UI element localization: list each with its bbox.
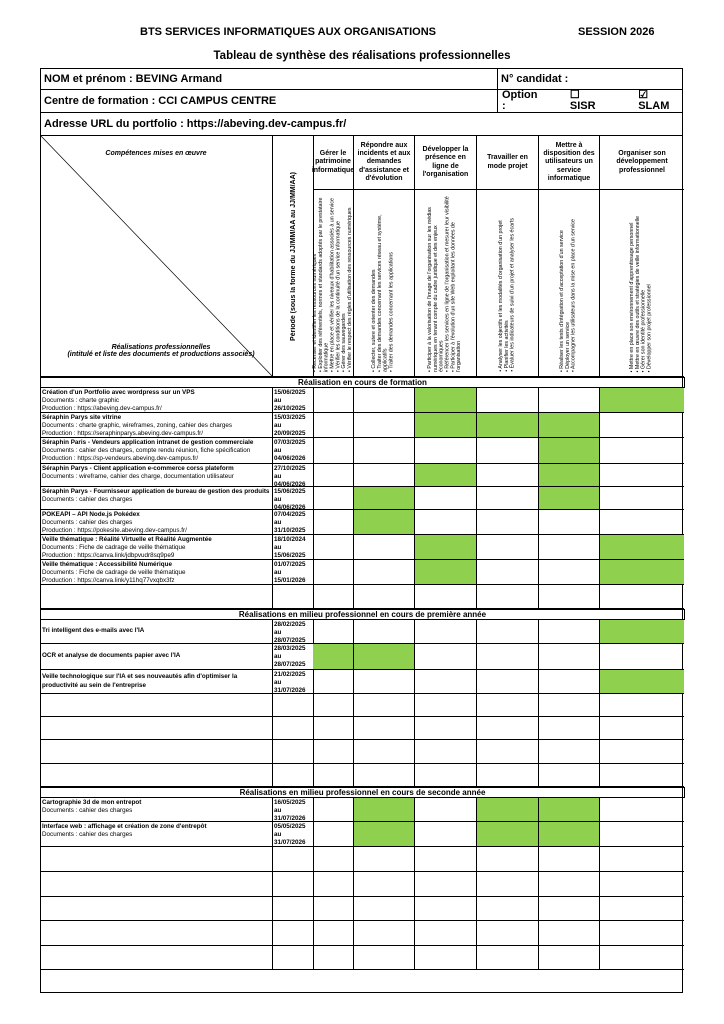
table-row-description	[41, 644, 273, 670]
documents-line: Documents : cahier des charges	[42, 496, 133, 504]
row-title: OCR et analyse de documents papier avec l'IA	[42, 652, 181, 660]
competence-title-1: Gérer le patrimoine informatique	[313, 136, 354, 190]
competence-check-cell[interactable]	[477, 822, 539, 847]
table-row-description	[41, 847, 273, 872]
competence-check-cell[interactable]	[539, 464, 600, 487]
table-row-description	[41, 535, 273, 560]
competence-check-cell[interactable]	[539, 487, 600, 510]
period-line: 28/07/2025	[274, 637, 306, 645]
period-line: 15/06/2025	[274, 389, 306, 396]
competence-check-cell[interactable]	[539, 897, 600, 921]
competence-check-cell[interactable]	[354, 798, 415, 822]
row-title: Interface web : affichage et création de zone d'entrepôt	[42, 823, 207, 830]
competence-check-cell[interactable]	[415, 620, 477, 644]
documents-line: Documents : charte graphic	[42, 397, 119, 405]
competence-check-cell[interactable]	[354, 560, 415, 585]
competence-check-cell[interactable]	[313, 764, 354, 787]
competence-check-cell[interactable]	[313, 670, 354, 694]
competence-check-cell[interactable]	[313, 847, 354, 872]
competence-check-cell[interactable]	[415, 438, 477, 464]
row-period	[273, 740, 314, 764]
competence-check-cell[interactable]	[313, 438, 354, 464]
competence-check-cell[interactable]	[600, 620, 684, 644]
competence-check-cell[interactable]	[539, 560, 600, 585]
competence-check-cell[interactable]	[600, 644, 684, 670]
competence-check-cell[interactable]	[600, 560, 684, 585]
table-row-description	[41, 620, 273, 644]
competence-check-cell[interactable]	[415, 560, 477, 585]
row-period	[273, 798, 314, 822]
period-line: 20/09/2025	[274, 430, 306, 438]
row-period	[273, 560, 314, 585]
competence-check-cell[interactable]	[477, 872, 539, 897]
competence-check-cell[interactable]	[313, 413, 354, 438]
competence-check-cell[interactable]	[600, 670, 684, 694]
table-row-description	[41, 464, 273, 487]
period-line: 28/02/2025	[274, 621, 306, 628]
row-period	[273, 872, 314, 897]
row-period	[273, 620, 314, 644]
competence-check-cell[interactable]	[539, 413, 600, 438]
competence-check-cell[interactable]	[415, 764, 477, 787]
competence-check-cell[interactable]	[477, 413, 539, 438]
competence-check-cell[interactable]	[354, 388, 415, 413]
competence-check-cell[interactable]	[477, 847, 539, 872]
competence-details-4: • Analyser les objectifs et les modalités d'organisation d'un projet • Planifier les activités • Évaluer les indicateurs de suivi d'un projet et analyser les écarts	[497, 218, 516, 372]
competence-check-cell[interactable]	[415, 872, 477, 897]
competence-check-cell[interactable]	[539, 535, 600, 560]
competence-check-cell[interactable]	[415, 847, 477, 872]
table-row-description	[41, 510, 273, 535]
table-row-description	[41, 670, 273, 694]
period-heading: Période (sous la forme du JJ/MM/AA au JJ/MM/AA)	[289, 171, 297, 341]
competence-check-cell[interactable]	[313, 585, 354, 609]
row-period	[273, 535, 314, 560]
documents-line: Documents : wireframe, cahier des charge, documentation utilisateur	[42, 473, 234, 481]
period-line: 31/10/2025	[274, 527, 306, 535]
competence-check-cell[interactable]	[600, 535, 684, 560]
table-row-description	[41, 740, 273, 764]
competence-check-cell[interactable]	[477, 921, 539, 946]
row-title: Séraphin Parys - Client application e-commerce corss plateform	[42, 465, 234, 472]
period-line: 04/06/2026	[274, 481, 306, 489]
competence-check-cell[interactable]	[477, 670, 539, 694]
option-sisr[interactable]: ☐ SISR	[569, 89, 596, 112]
competence-check-cell[interactable]	[313, 510, 354, 535]
competence-check-cell[interactable]	[313, 872, 354, 897]
competence-details-cell-6	[600, 190, 684, 377]
competence-check-cell[interactable]	[415, 388, 477, 413]
competence-check-cell[interactable]	[415, 585, 477, 609]
competence-check-cell[interactable]	[313, 921, 354, 946]
competence-check-cell[interactable]	[600, 921, 684, 946]
competence-check-cell[interactable]	[477, 560, 539, 585]
period-line: au	[274, 679, 282, 687]
documents-line: Documents : cahier des charges	[42, 807, 133, 815]
competence-check-cell[interactable]	[539, 764, 600, 787]
period-line: 21/02/2025	[274, 671, 306, 678]
portfolio-url-field: Adresse URL du portfolio : https://abeving.dev-campus.fr/	[40, 112, 683, 136]
competence-check-cell[interactable]	[477, 740, 539, 764]
row-period	[273, 694, 314, 717]
period-line: 31/07/2026	[274, 815, 306, 823]
competence-check-cell[interactable]	[539, 798, 600, 822]
synthesis-table	[40, 136, 683, 993]
row-title: Veille thématique : Accessibilité Numérique	[42, 561, 172, 568]
production-link[interactable]: Production : https://canva.link/y11hq77vxqbx3fz	[42, 577, 175, 585]
page-subtitle: Tableau de synthèse des réalisations professionnelles	[213, 50, 511, 62]
production-link[interactable]: Production : https://seraphinparys.abeving.dev-campus.fr/	[42, 430, 204, 438]
option-label: Option :	[502, 89, 538, 112]
competence-check-cell[interactable]	[354, 413, 415, 438]
competence-check-cell[interactable]	[313, 535, 354, 560]
period-heading-cell	[273, 136, 314, 377]
competence-check-cell[interactable]	[600, 413, 684, 438]
competence-check-cell[interactable]	[415, 510, 477, 535]
period-line: au	[274, 653, 282, 661]
competence-check-cell[interactable]	[354, 921, 415, 946]
production-link[interactable]: Production : https://abeving.dev-campus.fr/	[42, 405, 162, 413]
competence-check-cell[interactable]	[600, 464, 684, 487]
competence-check-cell[interactable]	[354, 438, 415, 464]
realisations-heading: Réalisations professionnelles (intitulé et liste des documents et productions associés)	[67, 344, 255, 358]
competence-check-cell[interactable]	[415, 921, 477, 946]
row-period	[273, 921, 314, 946]
period-line: au	[274, 569, 282, 577]
competence-check-cell[interactable]	[415, 798, 477, 822]
competence-check-cell[interactable]	[477, 946, 539, 970]
competence-details-cell-2	[354, 190, 415, 377]
competence-check-cell[interactable]	[600, 872, 684, 897]
row-title: Séraphin Parys site vitrine	[42, 414, 122, 421]
row-title: Tri intelligent des e-mails avec l'IA	[42, 627, 145, 635]
competence-check-cell[interactable]	[477, 798, 539, 822]
competence-check-cell[interactable]	[539, 717, 600, 740]
header-left: BTS SERVICES INFORMATIQUES AUX ORGANISATIONS	[140, 26, 437, 38]
competences-heading: Compétences mises en œuvre	[105, 150, 207, 157]
competence-check-cell[interactable]	[354, 585, 415, 609]
competence-check-cell[interactable]	[415, 670, 477, 694]
period-line: 28/07/2025	[274, 661, 306, 669]
row-period	[273, 897, 314, 921]
competence-check-cell[interactable]	[477, 438, 539, 464]
competence-check-cell[interactable]	[354, 822, 415, 847]
period-line: 15/03/2025	[274, 414, 306, 421]
training-centre-field: Centre de formation : CCI CAMPUS CENTRE	[40, 89, 498, 113]
competence-check-cell[interactable]	[600, 717, 684, 740]
table-row-description	[41, 764, 273, 787]
competence-details-5: • Réaliser les tests d'intégration et d'acceptation d'un service • Déployer un service • Accompagner les utilisateurs dans la mise en place d'un service	[559, 218, 577, 372]
competence-check-cell[interactable]	[539, 388, 600, 413]
production-link[interactable]: Production : https://sp-vendeurs.abeving.dev-campus.fr/	[42, 455, 199, 463]
competence-check-cell[interactable]	[477, 694, 539, 717]
competence-check-cell[interactable]	[600, 510, 684, 535]
competence-check-cell[interactable]	[415, 740, 477, 764]
competence-check-cell[interactable]	[600, 487, 684, 510]
competence-check-cell[interactable]	[354, 847, 415, 872]
candidate-number-field: N° candidat :	[497, 68, 683, 90]
competence-check-cell[interactable]	[354, 717, 415, 740]
competence-details-cell-5	[539, 190, 600, 377]
period-line: 07/03/2025	[274, 439, 306, 446]
period-line: au	[274, 496, 282, 504]
section-header-1: Réalisation en cours de formation	[40, 377, 685, 388]
row-title: Cartographie 3d de mon entrepot	[42, 799, 142, 806]
competence-check-cell[interactable]	[354, 764, 415, 787]
period-line: au	[274, 422, 282, 430]
period-line: 05/05/2025	[274, 823, 306, 830]
table-row-description	[41, 897, 273, 921]
competence-check-cell[interactable]	[539, 740, 600, 764]
period-line: au	[274, 807, 282, 815]
documents-line: Documents : charte graphic, wireframes, zoning, cahier des charges	[42, 422, 233, 430]
competence-check-cell[interactable]	[600, 897, 684, 921]
competence-check-cell[interactable]	[600, 694, 684, 717]
competence-check-cell[interactable]	[354, 897, 415, 921]
competence-check-cell[interactable]	[354, 946, 415, 970]
period-line: 15/06/2025	[274, 552, 306, 560]
competence-details-6: • Mettre en place son environnement d'apprentissage personnel • Mettre en œuvre des outils et stratégies de veille informationnelle • Gérer son identité professionnelle • Développer son projet professionnel	[629, 215, 653, 372]
table-row-description	[41, 694, 273, 717]
competence-details-cell-3	[415, 190, 477, 377]
competence-check-cell[interactable]	[477, 897, 539, 921]
row-title: POKEAPI – API Node.js Pokédex	[42, 511, 140, 518]
header-right: SESSION 2026	[578, 26, 655, 38]
competence-check-cell[interactable]	[415, 464, 477, 487]
competence-check-cell[interactable]	[415, 487, 477, 510]
competence-check-cell[interactable]	[313, 560, 354, 585]
competence-check-cell[interactable]	[313, 464, 354, 487]
diagonal-line	[41, 136, 273, 377]
competence-title-2: Répondre aux incidents et aux demandes d'assistance et d'évolution	[354, 136, 415, 190]
competence-check-cell[interactable]	[600, 847, 684, 872]
competence-check-cell[interactable]	[354, 487, 415, 510]
competence-check-cell[interactable]	[600, 585, 684, 609]
period-line: 01/07/2025	[274, 561, 306, 568]
competence-check-cell[interactable]	[354, 644, 415, 670]
table-row-description	[41, 822, 273, 847]
competence-title-3: Développer la présence en ligne de l'organisation	[415, 136, 477, 190]
competence-title-6: Organiser son développement professionnel	[600, 136, 684, 190]
row-period	[273, 510, 314, 535]
competence-check-cell[interactable]	[600, 388, 684, 413]
period-line: 26/10/2025	[274, 405, 306, 413]
competence-check-cell[interactable]	[313, 620, 354, 644]
table-row-description	[41, 921, 273, 946]
row-period	[273, 585, 314, 609]
period-line: 15/06/2025	[274, 488, 306, 495]
competence-check-cell[interactable]	[539, 438, 600, 464]
table-row-description	[41, 872, 273, 897]
period-line: 07/04/2025	[274, 511, 306, 518]
competence-check-cell[interactable]	[415, 822, 477, 847]
competence-check-cell[interactable]	[313, 798, 354, 822]
competence-check-cell[interactable]	[477, 620, 539, 644]
production-link[interactable]: Production : https://pokesite.abeving.dev-campus.fr/	[42, 527, 187, 535]
competence-check-cell[interactable]	[415, 535, 477, 560]
diagonal-stroke	[41, 136, 273, 377]
period-line: au	[274, 447, 282, 455]
competence-check-cell[interactable]	[354, 872, 415, 897]
competence-check-cell[interactable]	[539, 585, 600, 609]
competence-check-cell[interactable]	[539, 644, 600, 670]
competence-details-1: • Recenser et identifier les ressources numériques • Exploiter des référentiels, normes et standards adoptés par le prestataire informatique • Mettre en place et vérifier les niveaux d'habilitation associés à un service • Vérifier les conditions de la continuité d'un service informatique • Gérer des sauvegardes • Vérifier le respect des règles d'utilisation des ressources numériques	[311, 197, 353, 372]
row-period	[273, 822, 314, 847]
competence-check-cell[interactable]	[354, 510, 415, 535]
documents-line: Documents : cahier des charges	[42, 519, 133, 527]
table-row-description	[41, 388, 273, 413]
competence-check-cell[interactable]	[313, 740, 354, 764]
competence-check-cell[interactable]	[415, 717, 477, 740]
competence-check-cell[interactable]	[354, 740, 415, 764]
period-line: au	[274, 831, 282, 839]
competence-check-cell[interactable]	[539, 670, 600, 694]
competence-check-cell[interactable]	[539, 921, 600, 946]
row-title: Création d'un Portfolio avec wordpress sur un VPS	[42, 389, 195, 396]
period-line: 04/06/2026	[274, 455, 306, 463]
competence-check-cell[interactable]	[600, 798, 684, 822]
row-period	[273, 413, 314, 438]
competence-check-cell[interactable]	[600, 822, 684, 847]
competence-check-cell[interactable]	[539, 872, 600, 897]
period-line: au	[274, 519, 282, 527]
competence-check-cell[interactable]	[539, 694, 600, 717]
period-line: au	[274, 397, 282, 405]
competence-check-cell[interactable]	[539, 946, 600, 970]
row-title: Séraphin Paris - Vendeurs application intranet de gestion commerciale	[42, 439, 254, 446]
row-period	[273, 487, 314, 510]
row-title: Veille thématique : Réalité Virtuelle et Réalité Augmentée	[42, 536, 212, 543]
competence-check-cell[interactable]	[313, 822, 354, 847]
competence-check-cell[interactable]	[313, 946, 354, 970]
competence-details-cell-1	[313, 190, 354, 377]
table-row-description	[41, 413, 273, 438]
table-row-description	[41, 487, 273, 510]
period-line: 31/07/2026	[274, 839, 306, 847]
competence-check-cell[interactable]	[477, 510, 539, 535]
competence-title-4: Travailler en mode projet	[477, 136, 539, 190]
documents-line: Documents : cahier des charges	[42, 831, 133, 839]
competence-check-cell[interactable]	[354, 535, 415, 560]
competence-check-cell[interactable]	[354, 694, 415, 717]
row-title: Veille technologique sur l'IA et ses nouveautés afin d'optimiser la productivité au sein de l'entreprise	[42, 673, 238, 689]
table-row-description	[41, 560, 273, 585]
competence-check-cell[interactable]	[313, 694, 354, 717]
competence-check-cell[interactable]	[354, 670, 415, 694]
competence-check-cell[interactable]	[600, 764, 684, 787]
competence-check-cell[interactable]	[415, 644, 477, 670]
competence-check-cell[interactable]	[477, 717, 539, 740]
row-period	[273, 717, 314, 740]
table-row-description	[41, 798, 273, 822]
table-row-description	[41, 717, 273, 740]
section-header-2: Réalisations en milieu professionnel en cours de première année	[40, 609, 685, 620]
competence-check-cell[interactable]	[477, 585, 539, 609]
competence-check-cell[interactable]	[354, 620, 415, 644]
period-line: 31/07/2026	[274, 687, 306, 695]
competence-details-2: • Collecter, suivre et orienter des demandes • Traiter des demandes concernant les services réseau et système, applicatifs • Traiter des demandes concernant les applications	[371, 214, 395, 372]
period-line: au	[274, 544, 282, 552]
documents-line: Documents : Fiche de cadrage de veille thématique	[42, 544, 186, 552]
row-period	[273, 670, 314, 694]
period-line: 16/05/2025	[274, 799, 306, 806]
row-period	[273, 946, 314, 970]
name-field: NOM et prénom : BEVING Armand	[40, 68, 498, 90]
row-period	[273, 764, 314, 787]
row-period	[273, 644, 314, 670]
row-period	[273, 438, 314, 464]
competence-check-cell[interactable]	[539, 847, 600, 872]
documents-line: Documents : cahier des charges, compte rendu réunion, fiche spécification	[42, 447, 251, 455]
period-line: 18/10/2024	[274, 536, 306, 543]
competence-check-cell[interactable]	[477, 464, 539, 487]
table-row-description	[41, 438, 273, 464]
option-field	[497, 89, 683, 113]
competence-check-cell[interactable]	[477, 388, 539, 413]
competence-check-cell[interactable]	[539, 620, 600, 644]
competence-title-5: Mettre à disposition des utilisateurs un service informatique	[539, 136, 600, 190]
row-period	[273, 388, 314, 413]
competence-check-cell[interactable]	[313, 897, 354, 921]
competence-check-cell[interactable]	[600, 946, 684, 970]
competence-check-cell[interactable]	[539, 510, 600, 535]
table-row-description	[41, 946, 273, 970]
competence-check-cell[interactable]	[313, 717, 354, 740]
competence-check-cell[interactable]	[477, 764, 539, 787]
competence-check-cell[interactable]	[415, 946, 477, 970]
competence-check-cell[interactable]	[415, 694, 477, 717]
option-slam[interactable]: ☑ SLAM	[638, 89, 670, 112]
production-link[interactable]: Production : https://canva.link/jdbpvudr8sq9pe9	[42, 552, 175, 560]
competence-check-cell[interactable]	[313, 388, 354, 413]
documents-line: Documents : Fiche de cadrage de veille thématique	[42, 569, 186, 577]
competence-details-cell-4	[477, 190, 539, 377]
competence-check-cell[interactable]	[539, 822, 600, 847]
competence-check-cell[interactable]	[313, 487, 354, 510]
table-row-description	[41, 585, 273, 609]
period-line: 15/01/2026	[274, 577, 306, 585]
competence-check-cell[interactable]	[477, 487, 539, 510]
period-line: au	[274, 473, 282, 481]
row-period	[273, 464, 314, 487]
competence-details-3: • Participer à la valorisation de l'image de l'organisation sur les médias numériques en tenant compte du cadre juridique et des enjeux économiques • Référencer les services en ligne de l'organisation et mesurer leur visibilité • Participer à l'évolution d'un site Web exploitant les données de l'organisation	[427, 196, 463, 372]
competence-check-cell[interactable]	[477, 644, 539, 670]
competence-check-cell[interactable]	[415, 897, 477, 921]
period-line: 27/10/2025	[274, 465, 306, 472]
competence-check-cell[interactable]	[477, 535, 539, 560]
competence-check-cell[interactable]	[600, 740, 684, 764]
period-line: au	[274, 629, 282, 637]
competence-check-cell[interactable]	[313, 644, 354, 670]
period-line: 04/06/2026	[274, 504, 306, 512]
competence-check-cell[interactable]	[600, 438, 684, 464]
section-header-3: Réalisations en milieu professionnel en cours de seconde année	[40, 787, 685, 798]
row-period	[273, 847, 314, 872]
period-line: 28/03/2025	[274, 645, 306, 652]
competence-check-cell[interactable]	[354, 464, 415, 487]
competence-check-cell[interactable]	[415, 413, 477, 438]
row-title: Séraphin Parys - Fournisseur application de bureau de gestion des produits	[42, 488, 270, 495]
